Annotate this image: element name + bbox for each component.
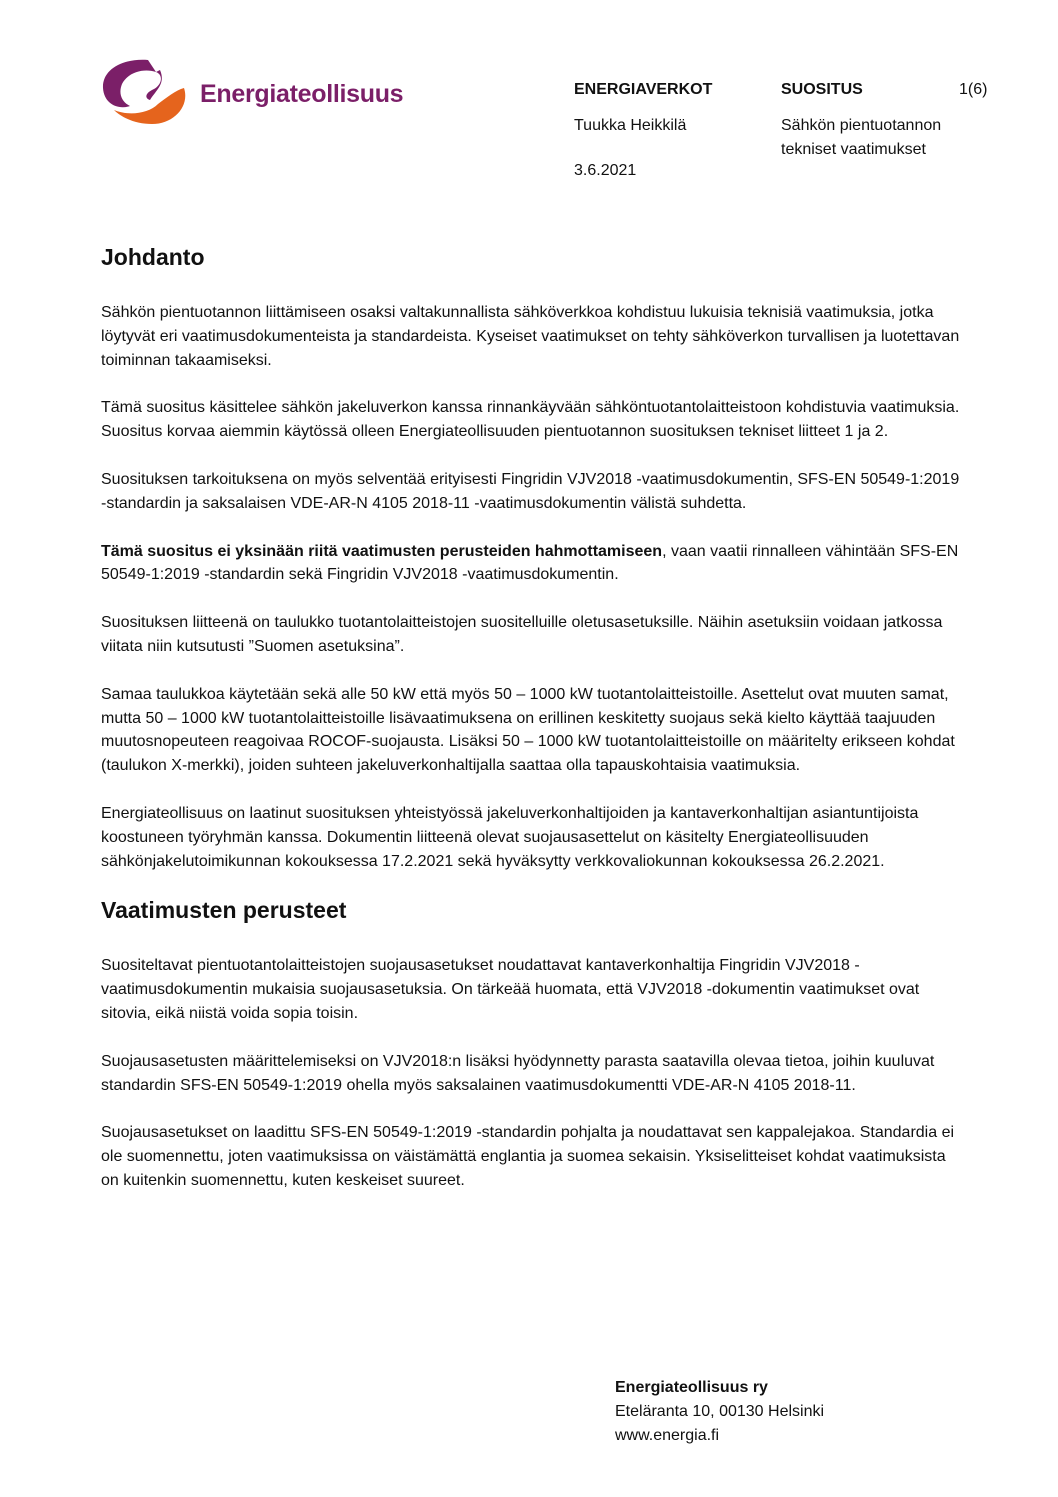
footer-organization: Energiateollisuus ry [615, 1379, 768, 1396]
company-logo [100, 58, 404, 128]
header-department: ENERGIAVERKOT [574, 81, 713, 98]
section-heading-vaatimusten-perusteet: Vaatimusten perusteet [101, 897, 347, 924]
paragraph: Suojausasetukset on laadittu SFS-EN 50549-1:2019 -standardin pohjalta ja noudattavat sen kappalejakoa. Standardia ei ole suomennettu, joten vaatimuksissa on väistämättä englantia ja suomea sekaisin. Yksiselitteiset kohdat vaatimuksista on kuitenkin suomennettu, kuten keskeiset suureet. [101, 1124, 955, 1189]
paragraph [101, 540, 961, 588]
paragraph: Suojausasetusten määrittelemiseksi on VJV2018:n lisäksi hyödynnetty parasta saatavilla olevaa tietoa, joihin kuuluvat standardin SFS-EN 50549-1:2019 ohella myös saksalainen vaatimusdokumentti VDE-AR-N 4105 2018-11. [101, 1052, 935, 1094]
paragraph: Suosituksen tarkoituksena on myös selventää erityisesti Fingridin VJV2018 -vaatimusdokumentin, SFS-EN 50549-1:2019 -standardin ja saksalaisen VDE-AR-N 4105 2018-11 -vaatimusdokumentin välistä suhdetta. [101, 470, 960, 512]
footer [615, 1376, 824, 1448]
header-author: Tuukka Heikkilä [574, 117, 687, 134]
paragraph: Sähkön pientuotannon liittämiseen osaksi valtakunnallista sähköverkkoa kohdistuu lukuisia teknisiä vaatimuksia, jotka löytyvät eri vaatimusdokumenteista ja standardeista. Kyseiset vaatimukset on tehty sähköverkon turvallisen ja luotettavan toiminnan takaamiseksi. [101, 304, 960, 369]
header-doc-type: SUOSITUS [781, 81, 863, 98]
paragraph: Tämä suositus käsittelee sähkön jakeluverkon kanssa rinnankäyvään sähköntuotantolaitteistoon kohdistuvia vaatimuksia. Suositus korvaa aiemmin käytössä olleen Energiateollisuuden pientuotannon suosituksen tekniset liitteet 1 ja 2. [101, 399, 960, 441]
footer-address: Eteläranta 10, 00130 Helsinki [615, 1403, 825, 1420]
paragraph: Suosituksen liitteenä on taulukko tuotantolaitteistojen suositelluille oletusasetuksille. Näihin asetuksiin voidaan jatkossa viitata niin kutsutusti ”Suomen asetuksina”. [101, 614, 943, 655]
energiateollisuus-logo-icon [100, 58, 192, 128]
header-subject-line2: tekniset vaatimukset [781, 141, 926, 158]
header-date: 3.6.2021 [574, 162, 637, 179]
section-heading-johdanto: Johdanto [101, 244, 205, 270]
document-body [101, 240, 961, 1193]
paragraph-text: , vaan vaatii rinnalleen vähintään SFS-EN 50549-1:2019 -standardin sekä Fingridin VJV2018 -vaatimusdokumentin. [101, 542, 959, 584]
paragraph: Suositeltavat pientuotantolaitteistojen suojausasetukset noudattavat kantaverkonhaltija Fingridin VJV2018 -vaatimusdokumentin mukaisia suojausasetuksia. On tärkeää huomata, että VJV2018 -dokumentin vaatimukset ovat sitovia, eikä niistä voida sopia toisin. [101, 957, 920, 1022]
header-subject-line1: Sähkön pientuotannon [781, 117, 942, 134]
header-page-number: 1(6) [959, 81, 988, 98]
logo-wordmark: Energiateollisuus [200, 80, 404, 108]
footer-website: www.energia.fi [615, 1427, 720, 1444]
emphasis-text: Tämä suositus ei yksinään riitä vaatimusten perusteiden hahmottamiseen [101, 542, 663, 560]
paragraph: Samaa taulukkoa käytetään sekä alle 50 kW että myös 50 – 1000 kW tuotantolaitteistoille. Asettelut ovat muuten samat, mutta 50 – 1000 kW tuotantolaitteistoille lisävaatimuksena on erillinen keskitetty suojaus sekä kielto käyttää taajuuden muutosnopeuteen reagoivaa ROCOF-suojausta. Lisäksi 50 – 1000 kW tuotantolaitteistoille on määritelty erikseen kohdat (taulukon X-merkki), joiden suhteen jakeluverkonhaltijalla saattaa olla tapauskohtaisia vaatimuksia. [101, 685, 955, 775]
paragraph: Energiateollisuus on laatinut suosituksen yhteistyössä jakeluverkonhaltijoiden ja kantaverkonhaltijan asiantuntijoista koostuneen työryhmän kanssa. Dokumentin liitteenä olevat suojausasettelut on käsitelty Energiateollisuuden sähkönjakelutoimikunnan kokouksessa 17.2.2021 sekä hyväksytty verkkovaliokunnan kokouksessa 26.2.2021. [101, 804, 919, 870]
